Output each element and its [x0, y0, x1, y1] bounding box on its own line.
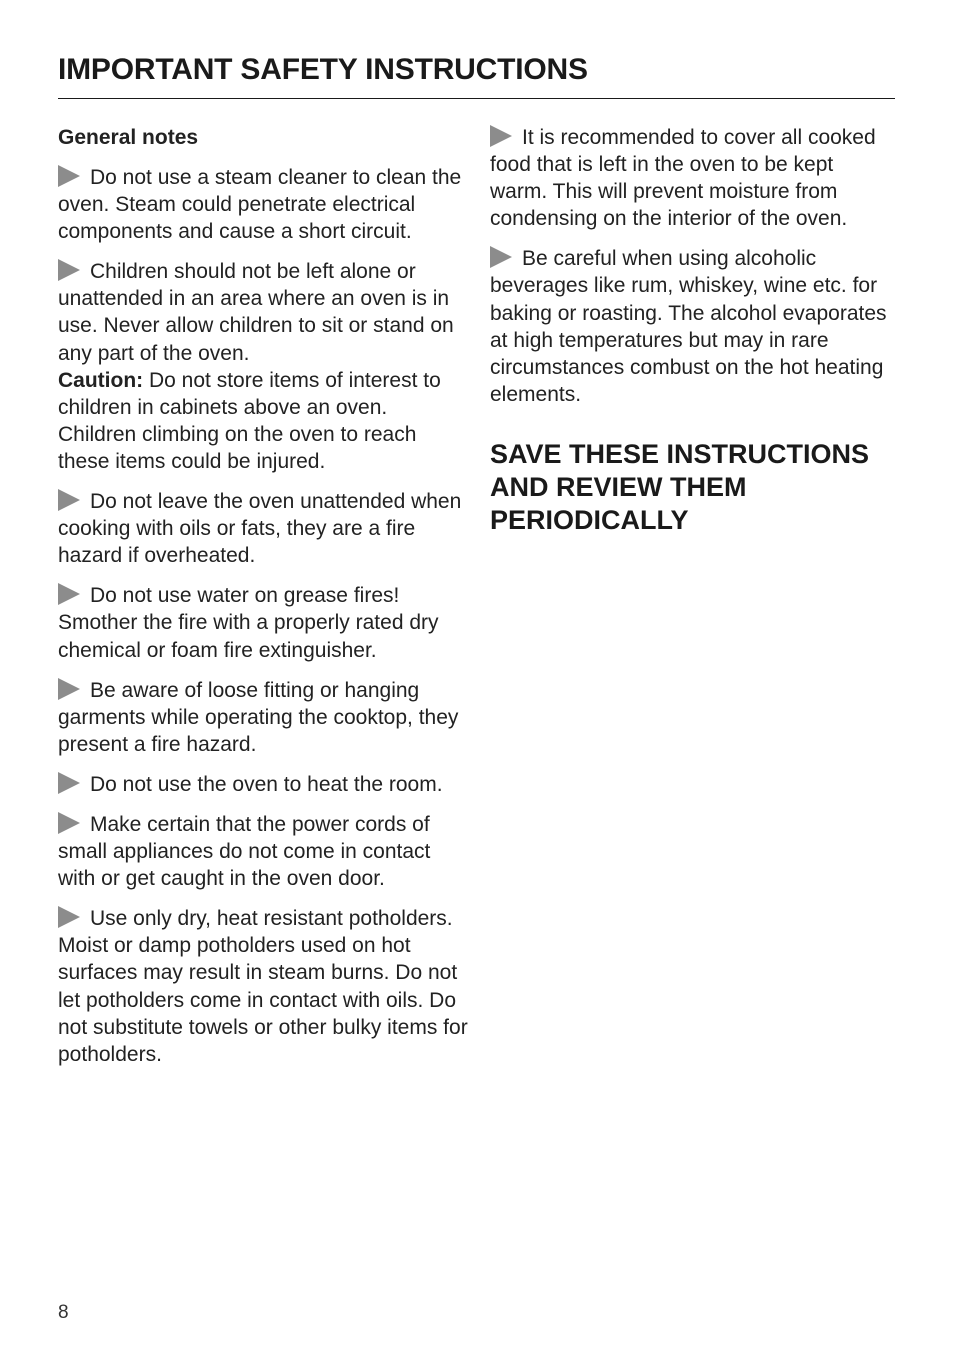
- title-divider: [58, 98, 895, 99]
- item-text: Do not leave the oven unattended when cooking with oils or fats, they are a fire hazard if overheated.: [58, 490, 462, 568]
- item-text: Be careful when using alcoholic beverages like rum, whiskey, wine etc. for baking or roasting. The alcohol evaporates at high temperatures but may in rare circumstances combust on the hot heating elements.: [490, 247, 887, 406]
- triangle-right-icon: [490, 246, 512, 268]
- section-heading: General notes: [58, 126, 199, 149]
- safety-item-oils-fats: [58, 488, 468, 569]
- triangle-right-icon: [58, 165, 80, 187]
- item-text: Do not use the oven to heat the room.: [90, 772, 443, 796]
- caution-text: Do not store items of interest to children in cabinets above an oven. Children climbing on the oven to reach these items could be injured.: [58, 368, 441, 473]
- closing-heading: SAVE THESE INSTRUCTIONS AND REVIEW THEM PERIODICALLY: [490, 438, 870, 535]
- safety-item-cover-food: [490, 124, 892, 232]
- page-number: 8: [58, 1302, 69, 1323]
- safety-item-grease-fires: [58, 582, 468, 663]
- item-text: Use only dry, heat resistant potholders. Moist or damp potholders used on hot surfaces may result in steam burns. Do not let potholders come in contact with oils. Do not substitute towels or other bulky items for potholders.: [58, 907, 468, 1066]
- safety-item-alcohol: [490, 245, 892, 408]
- item-text: Do not use a steam cleaner to clean the oven. Steam could penetrate electrical components and cause a short circuit.: [58, 166, 462, 244]
- safety-item-children: [58, 258, 468, 475]
- triangle-right-icon: [58, 583, 80, 605]
- safety-item-potholders: [58, 905, 468, 1068]
- item-text: Children should not be left alone or unattended in an area where an oven is in use. Never allow children to sit or stand on any part of the oven.: [58, 260, 454, 365]
- triangle-right-icon: [58, 772, 80, 794]
- page-header: [58, 52, 895, 99]
- triangle-right-icon: [490, 125, 512, 147]
- item-text: It is recommended to cover all cooked food that is left in the oven to be kept warm. This will prevent moisture from condensing on the interior of the oven.: [490, 126, 876, 231]
- item-text: Be aware of loose fitting or hanging garments while operating the cooktop, they present a fire hazard.: [58, 678, 459, 756]
- triangle-right-icon: [58, 812, 80, 834]
- safety-item-loose-garments: [58, 677, 468, 758]
- right-column: [490, 124, 892, 537]
- safety-item-power-cords: [58, 811, 468, 892]
- triangle-right-icon: [58, 906, 80, 928]
- safety-item-heat-room: [58, 771, 468, 798]
- triangle-right-icon: [58, 678, 80, 700]
- item-text: Make certain that the power cords of small appliances do not come in contact with or get caught in the oven door.: [58, 812, 431, 891]
- left-column: [58, 124, 468, 1081]
- caution-label: Caution:: [58, 368, 144, 392]
- item-text: Do not use water on grease fires! Smother the fire with a properly rated dry chemical or foam fire extinguisher.: [58, 584, 439, 662]
- safety-item-steam-cleaner: [58, 164, 468, 245]
- page-title: IMPORTANT SAFETY INSTRUCTIONS: [58, 53, 588, 86]
- triangle-right-icon: [58, 489, 80, 511]
- triangle-right-icon: [58, 259, 80, 281]
